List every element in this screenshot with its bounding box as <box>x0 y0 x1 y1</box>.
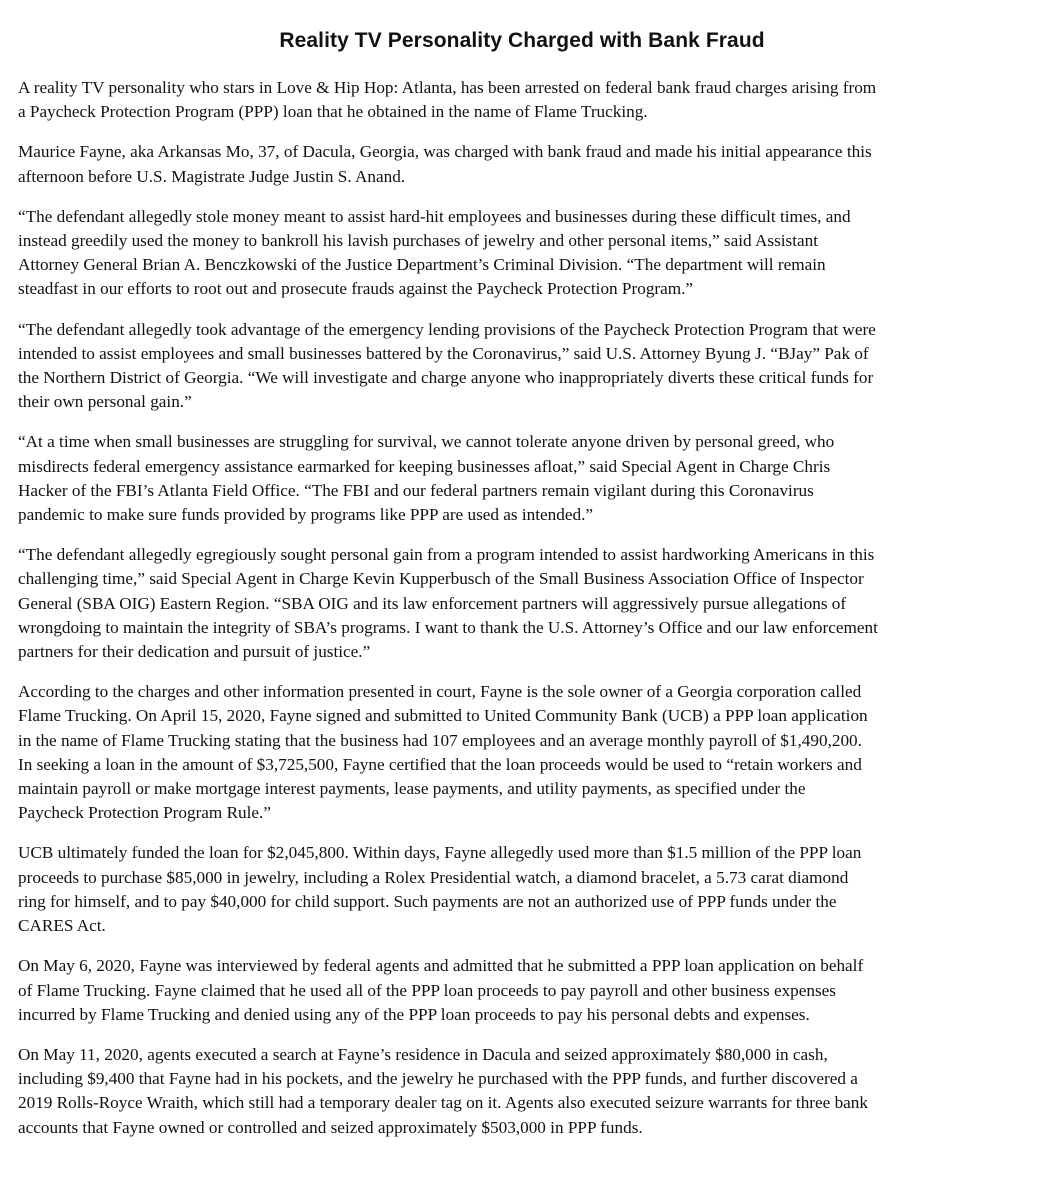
paragraph-quote-benczkowski: “The defendant allegedly stole money meant to assist hard-hit employees and businesses during these difficult times, and instead greedily used the money to bankroll his lavish purchases of jewelry and other personal items,” said Assistant Attorney General Brian A. Benczkowski of the Justice Department’s Criminal Division. “The department will remain steadfast in our efforts to root out and prosecute frauds against the Paycheck Protection Program.” <box>18 206 851 299</box>
paragraph-quote-kupperbusch: “The defendant allegedly egregiously sought personal gain from a program intended to assist hardworking Americans in this challenging time,” said Special Agent in Charge Kevin Kupperbusch of the Small Business Association Office of Inspector General (SBA OIG) Eastern Region. “SBA OIG and its law enforcement partners will aggressively pursue allegations of wrongdoing to maintain the integrity of SBA’s programs. I want to thank the U.S. Attorney’s Office and our law enforcement partners for their dedication and pursuit of justice.” <box>18 545 878 662</box>
paragraph-search-seizure: On May 11, 2020, agents executed a search at Fayne’s residence in Dacula and seized approximately $80,000 in cash, including $9,400 that Fayne had in his pockets, and the jewelry he purchased with the PPP funds, and further discovered a 2019 Rolls-Royce Wraith, which still had a temporary dealer tag on it. Agents also executed seizure warrants for three bank accounts that Fayne owned or controlled and seized approximately $503,000 in PPP funds. <box>18 1044 868 1137</box>
paragraph-defendant: Maurice Fayne, aka Arkansas Mo, 37, of Dacula, Georgia, was charged with bank fraud and made his initial appearance this afternoon before U.S. Magistrate Judge Justin S. Anand. <box>18 142 872 186</box>
paragraph-loan-funding: UCB ultimately funded the loan for $2,045,800. Within days, Fayne allegedly used more than $1.5 million of the PPP loan proceeds to purchase $85,000 in jewelry, including a Rolex Presidential watch, a diamond bracelet, a 5.73 carat diamond ring for himself, and to pay $40,000 for child support. Such payments are not an authorized use of PPP funds under the CARES Act. <box>18 843 862 936</box>
paragraph-charges: According to the charges and other information presented in court, Fayne is the sole owner of a Georgia corporation called Flame Trucking. On April 15, 2020, Fayne signed and submitted to United Community Bank (UCB) a PPP loan application in the name of Flame Trucking stating that the business had 107 employees and an average monthly payroll of $1,490,200. In seeking a loan in the amount of $3,725,500, Fayne certified that the loan proceeds would be used to “retain workers and maintain payroll or make mortgage interest payments, lease payments, and utility payments, as specified under the Paycheck Protection Program Rule.” <box>18 682 868 823</box>
paragraph-quote-hacker: “At a time when small businesses are struggling for survival, we cannot tolerate anyone driven by personal greed, who misdirects federal emergency assistance earmarked for keeping businesses afloat,” said Special Agent in Charge Chris Hacker of the FBI’s Atlanta Field Office. “The FBI and our federal partners remain vigilant during this Coronavirus pandemic to make sure funds provided by programs like PPP are used as intended.” <box>18 432 835 525</box>
paragraph-quote-pak: “The defendant allegedly took advantage of the emergency lending provisions of the Paycheck Protection Program that were intended to assist employees and small businesses battered by the Coronavirus,” said U.S. Attorney Byung J. “BJay” Pak of the Northern District of Georgia. “We will investigate and charge anyone who inappropriately diverts these critical funds for their own personal gain.” <box>18 319 876 412</box>
article-title: Reality TV Personality Charged with Bank Fraud <box>279 29 765 52</box>
paragraph-interview: On May 6, 2020, Fayne was interviewed by federal agents and admitted that he submitted a PPP loan application on behalf of Flame Trucking. Fayne claimed that he used all of the PPP loan proceeds to pay payroll and other business expenses incurred by Flame Trucking and denied using any of the PPP loan proceeds to pay his personal debts and expenses. <box>18 956 864 1024</box>
paragraph-intro: A reality TV personality who stars in Love & Hip Hop: Atlanta, has been arrested on federal bank fraud charges arising from a Paycheck Protection Program (PPP) loan that he obtained in the name of Flame Trucking. <box>18 78 877 122</box>
